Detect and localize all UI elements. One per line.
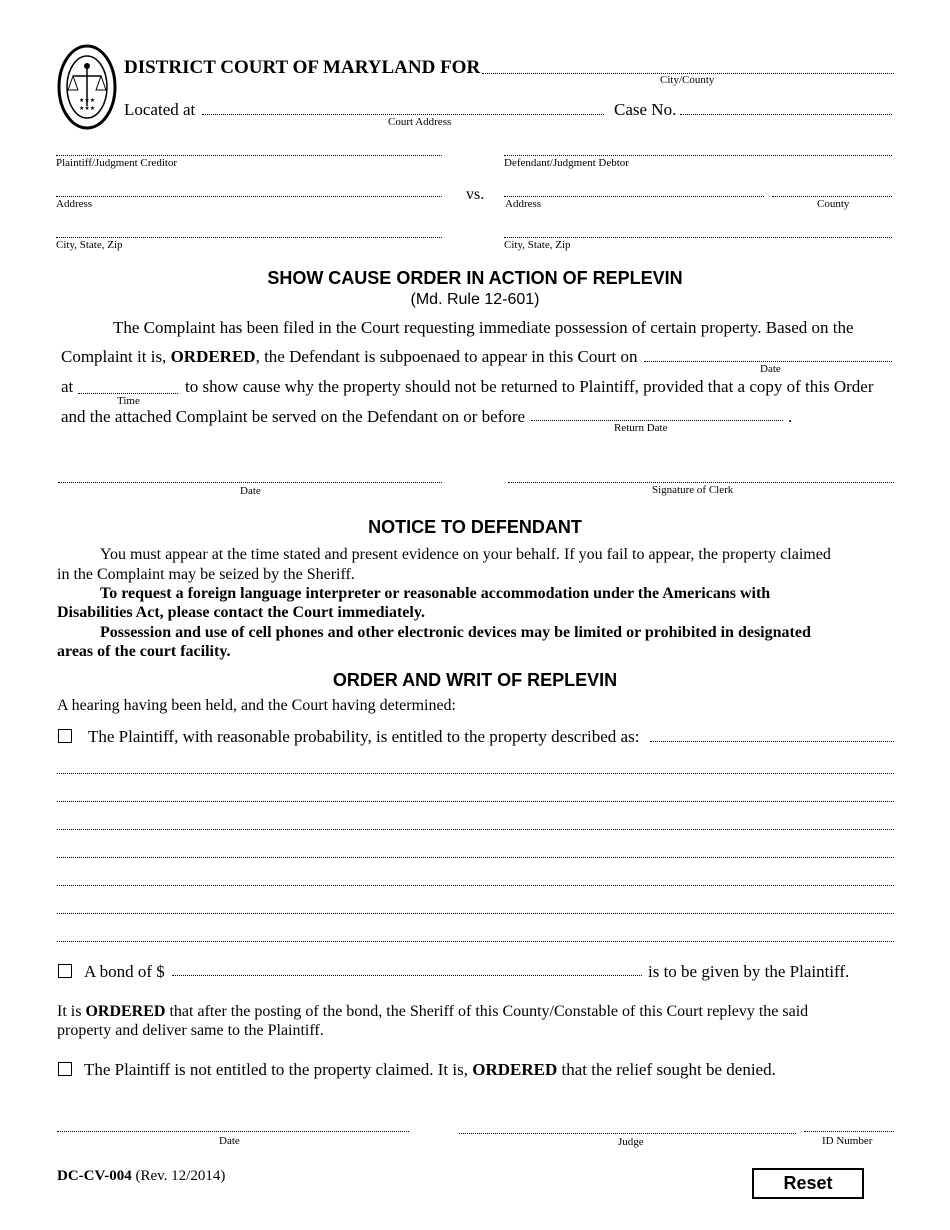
plaintiff-address-field[interactable] <box>56 196 442 197</box>
defendant-address-caption: Address <box>505 198 542 210</box>
case-no-field[interactable] <box>680 114 892 115</box>
judge-signature-field[interactable] <box>459 1133 796 1134</box>
located-at-label: Located at <box>124 100 196 119</box>
notice-para1-line1: You must appear at the time stated and present evidence on your behalf. If you fail to appear, the property claimed <box>100 546 831 563</box>
court-address-field[interactable] <box>202 114 604 115</box>
return-date-field[interactable] <box>531 420 783 421</box>
notice-para2-line1: To request a foreign language interpreter or reasonable accommodation under the Americans with <box>100 585 771 602</box>
notice-title: NOTICE TO DEFENDANT <box>368 517 582 537</box>
denied-checkbox[interactable] <box>58 1062 72 1076</box>
show-cause-line4: and the attached Complaint be served on the Defendant on or before <box>61 407 526 426</box>
appearance-date-field[interactable] <box>644 361 892 362</box>
clerk-signature-caption: Signature of Clerk <box>652 484 734 496</box>
property-description-field[interactable] <box>650 741 894 742</box>
notice-para3-line2: areas of the court facility. <box>57 643 231 660</box>
defendant-caption: Defendant/Judgment Debtor <box>504 157 629 169</box>
court-seal-logo <box>57 44 117 130</box>
plaintiff-caption: Plaintiff/Judgment Creditor <box>56 157 178 169</box>
property-description-line[interactable] <box>57 801 894 802</box>
show-cause-line3: to show cause why the property should not be returned to Plaintiff, provided that a copy of this Order <box>185 377 874 396</box>
property-description-line[interactable] <box>57 829 894 830</box>
property-description-line[interactable] <box>57 885 894 886</box>
show-cause-title: SHOW CAUSE ORDER IN ACTION OF REPLEVIN <box>267 268 683 288</box>
case-no-label: Case No. <box>614 100 677 119</box>
vs-label: vs. <box>466 186 485 203</box>
notice-para2-line2: Disabilities Act, please contact the Court immediately. <box>57 604 425 621</box>
return-date-caption: Return Date <box>614 422 668 434</box>
show-cause-line2: Complaint it is, ORDERED, the Defendant is subpoenaed to appear in this Court on <box>61 347 638 366</box>
svg-text:★★★: ★★★ <box>79 97 96 104</box>
notice-para1-line2: in the Complaint may be seized by the Sheriff. <box>57 566 355 583</box>
county-caption: County <box>817 198 850 210</box>
plaintiff-csz-caption: City, State, Zip <box>56 239 123 251</box>
property-description-line[interactable] <box>57 913 894 914</box>
time-caption: Time <box>117 395 140 407</box>
writ-intro: A hearing having been held, and the Court having determined: <box>57 697 456 714</box>
ordered-line2: property and deliver same to the Plaintiff. <box>57 1022 324 1039</box>
notice-para3-line1: Possession and use of cell phones and other electronic devices may be limited or prohibited in designated <box>100 624 811 641</box>
reset-button[interactable]: Reset <box>752 1168 864 1199</box>
defendant-csz-field[interactable] <box>504 237 892 238</box>
plaintiff-field[interactable] <box>56 155 442 156</box>
form-id: DC-CV-004 (Rev. 12/2014) <box>57 1168 226 1184</box>
clerk-date-caption: Date <box>240 485 261 497</box>
show-cause-subtitle: (Md. Rule 12-601) <box>410 291 540 308</box>
bond-label: A bond of $ <box>84 962 165 981</box>
city-county-caption: City/County <box>660 74 715 86</box>
plaintiff-csz-field[interactable] <box>56 237 442 238</box>
court-title: DISTRICT COURT OF MARYLAND FOR <box>124 57 481 78</box>
property-description-line[interactable] <box>57 857 894 858</box>
appearance-time-field[interactable] <box>78 393 178 394</box>
judge-date-caption: Date <box>219 1135 240 1147</box>
property-description-line[interactable] <box>57 773 894 774</box>
appearance-date-caption: Date <box>760 363 781 375</box>
defendant-csz-caption: City, State, Zip <box>504 239 571 251</box>
id-number-caption: ID Number <box>822 1135 873 1147</box>
clerk-date-field[interactable] <box>58 482 442 483</box>
denied-label: The Plaintiff is not entitled to the property claimed. It is, ORDERED that the relief sought be denied. <box>84 1060 776 1079</box>
show-cause-line1: The Complaint has been filed in the Court requesting immediate possession of certain property. Based on the <box>113 318 854 337</box>
bond-label-end: is to be given by the Plaintiff. <box>648 962 850 981</box>
ordered-line1: It is ORDERED that after the posting of the bond, the Sheriff of this County/Constable of this Court replevy the said <box>57 1003 809 1020</box>
court-address-caption: Court Address <box>388 116 452 128</box>
line4-period: . <box>788 407 793 426</box>
plaintiff-address-caption: Address <box>56 198 93 210</box>
bond-checkbox[interactable] <box>58 964 72 978</box>
defendant-address-field[interactable] <box>504 196 764 197</box>
judge-date-field[interactable] <box>57 1131 409 1132</box>
defendant-county-field[interactable] <box>772 196 892 197</box>
id-number-field[interactable] <box>804 1131 894 1132</box>
bond-amount-field[interactable] <box>172 975 642 976</box>
defendant-field[interactable] <box>504 155 892 156</box>
entitled-label: The Plaintiff, with reasonable probability, is entitled to the property described as: <box>88 727 640 746</box>
clerk-signature-field[interactable] <box>508 482 894 483</box>
at-label: at <box>61 377 74 396</box>
entitled-checkbox[interactable] <box>58 729 72 743</box>
svg-text:★★★: ★★★ <box>79 105 96 112</box>
property-description-line[interactable] <box>57 941 894 942</box>
writ-title: ORDER AND WRIT OF REPLEVIN <box>332 670 618 690</box>
judge-caption: Judge <box>618 1136 644 1148</box>
